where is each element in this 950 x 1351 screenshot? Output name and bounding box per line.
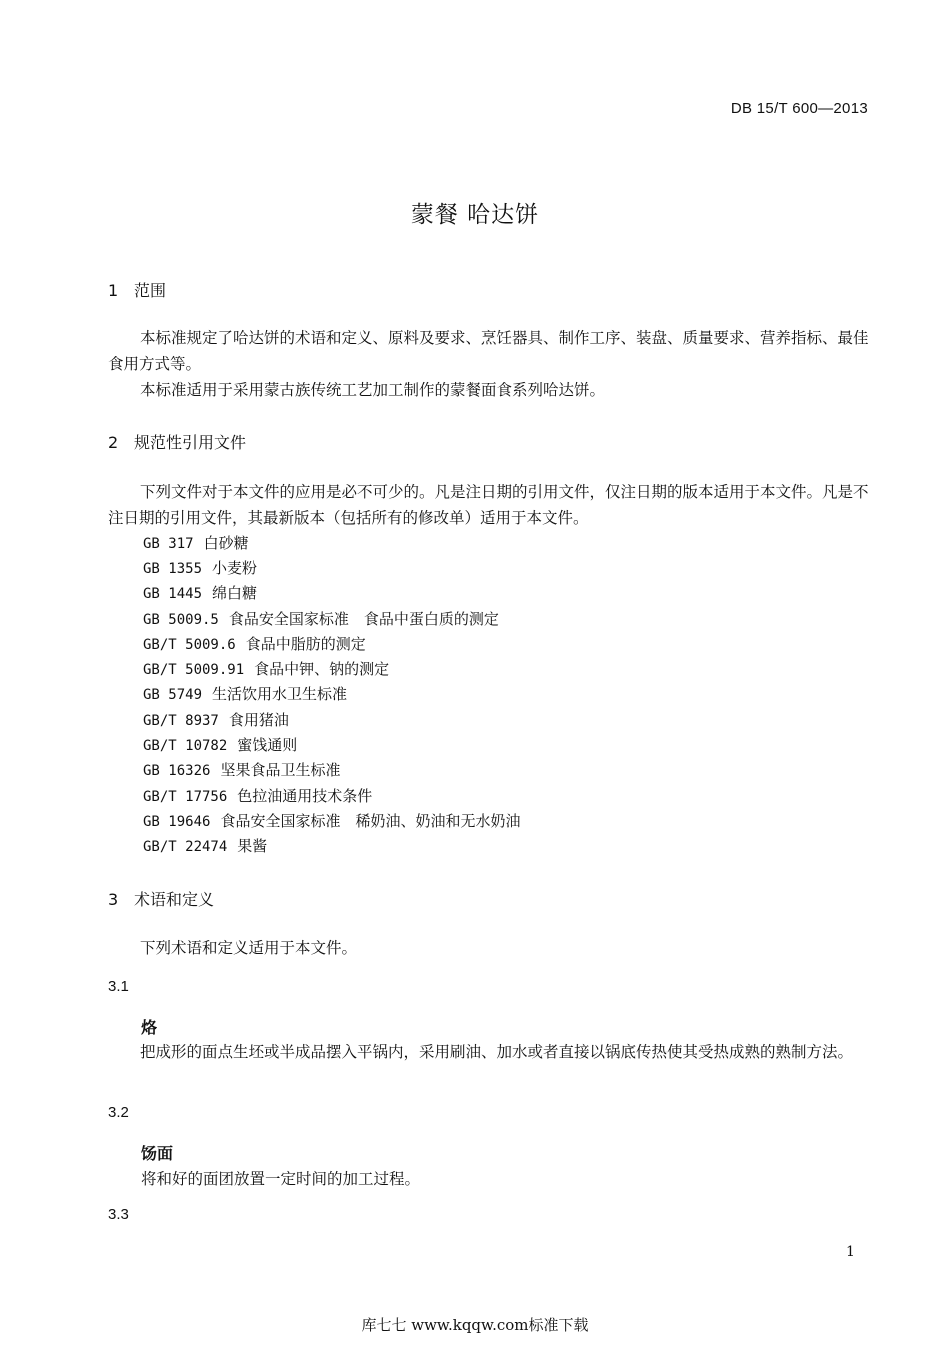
reference-item [143, 759, 340, 780]
section-3-heading [108, 887, 214, 910]
footer-watermark: 库七七 www.kqqw.com标准下载 [361, 1316, 589, 1334]
standard-code: DB 15/T 600—2013 [730, 100, 868, 117]
reference-name: 蜜饯通则 [237, 736, 298, 754]
reference-item [143, 734, 297, 755]
reference-item [143, 785, 372, 806]
reference-name: 食品安全国家标准 稀奶油、奶油和无水奶油 [220, 812, 521, 830]
reference-item [143, 683, 347, 704]
reference-code: GB/T 5009.91 [143, 662, 245, 678]
reference-code: GB/T 8937 [143, 713, 219, 729]
reference-item [143, 835, 267, 856]
reference-name: 坚果食品卫生标准 [220, 761, 341, 779]
definition-xingmian: 将和好的面团放置一定时间的加工过程。 [141, 1170, 421, 1188]
section-title: 术语和定义 [134, 890, 215, 909]
scope-paragraph-1: 本标准规定了哈达饼的术语和定义、原料及要求、烹饪器具、制作工序、装盘、质量要求、营养指标、最佳食用方式等。 [108, 329, 869, 373]
reference-code: GB/T 22474 [143, 839, 228, 855]
clause-number-3-3: 3.3 [108, 1206, 129, 1223]
reference-code: GB 16326 [143, 763, 211, 779]
reference-code: GB/T 17756 [143, 789, 228, 805]
clause-number-3-1: 3.1 [108, 978, 129, 995]
reference-name: 食品中脂肪的测定 [245, 635, 366, 653]
section-number: 2 [108, 433, 119, 452]
section-title: 范围 [134, 281, 167, 300]
scope-paragraph-2: 本标准适用于采用蒙古族传统工艺加工制作的蒙餐面食系列哈达饼。 [140, 381, 606, 399]
section-1-heading [108, 278, 166, 301]
definition-lao: 把成形的面点生坯或半成品摆入平锅内，采用刷油、加水或者直接以锅底传热使其受热成熟的熟制方法。 [140, 1043, 854, 1061]
reference-item [143, 709, 289, 730]
terms-intro: 下列术语和定义适用于本文件。 [140, 939, 358, 957]
page-number: 1 [846, 1244, 855, 1260]
reference-item [143, 532, 249, 553]
reference-code: GB 1355 [143, 561, 203, 577]
reference-code: GB 5009.5 [143, 612, 219, 628]
reference-name: 食用猪油 [228, 711, 289, 729]
reference-code: GB/T 5009.6 [143, 637, 236, 653]
reference-item [143, 557, 257, 578]
reference-code: GB 19646 [143, 814, 211, 830]
section-2-heading [108, 430, 246, 453]
reference-name: 生活饮用水卫生标准 [212, 685, 348, 703]
reference-code: GB 1445 [143, 586, 203, 602]
reference-code: GB/T 10782 [143, 738, 228, 754]
reference-name: 果酱 [237, 837, 268, 855]
clause-number-3-2: 3.2 [108, 1104, 129, 1121]
reference-code: GB 5749 [143, 687, 203, 703]
reference-name: 绵白糖 [212, 584, 258, 602]
reference-name: 食品中钾、钠的测定 [254, 660, 390, 678]
section-number: 3 [108, 890, 119, 909]
term-lao: 烙 [141, 1018, 158, 1037]
reference-item [143, 810, 520, 831]
term-xingmian: 饧面 [141, 1144, 174, 1163]
reference-name: 食品安全国家标准 食品中蛋白质的测定 [228, 610, 499, 628]
section-number: 1 [108, 281, 119, 300]
reference-name: 色拉油通用技术条件 [237, 787, 373, 805]
reference-name: 白砂糖 [203, 534, 249, 552]
reference-name: 小麦粉 [212, 559, 258, 577]
reference-code: GB 317 [143, 536, 194, 552]
section-title: 规范性引用文件 [134, 433, 247, 452]
reference-item [143, 608, 499, 629]
reference-item [143, 633, 366, 654]
reference-item [143, 658, 389, 679]
reference-item [143, 582, 257, 603]
normative-ref-intro: 下列文件对于本文件的应用是必不可少的。凡是注日期的引用文件，仅注日期的版本适用于本文件。凡是不注日期的引用文件，其最新版本（包括所有的修改单）适用于本文件。 [108, 483, 869, 527]
document-title: 蒙餐 哈达饼 [410, 202, 540, 228]
